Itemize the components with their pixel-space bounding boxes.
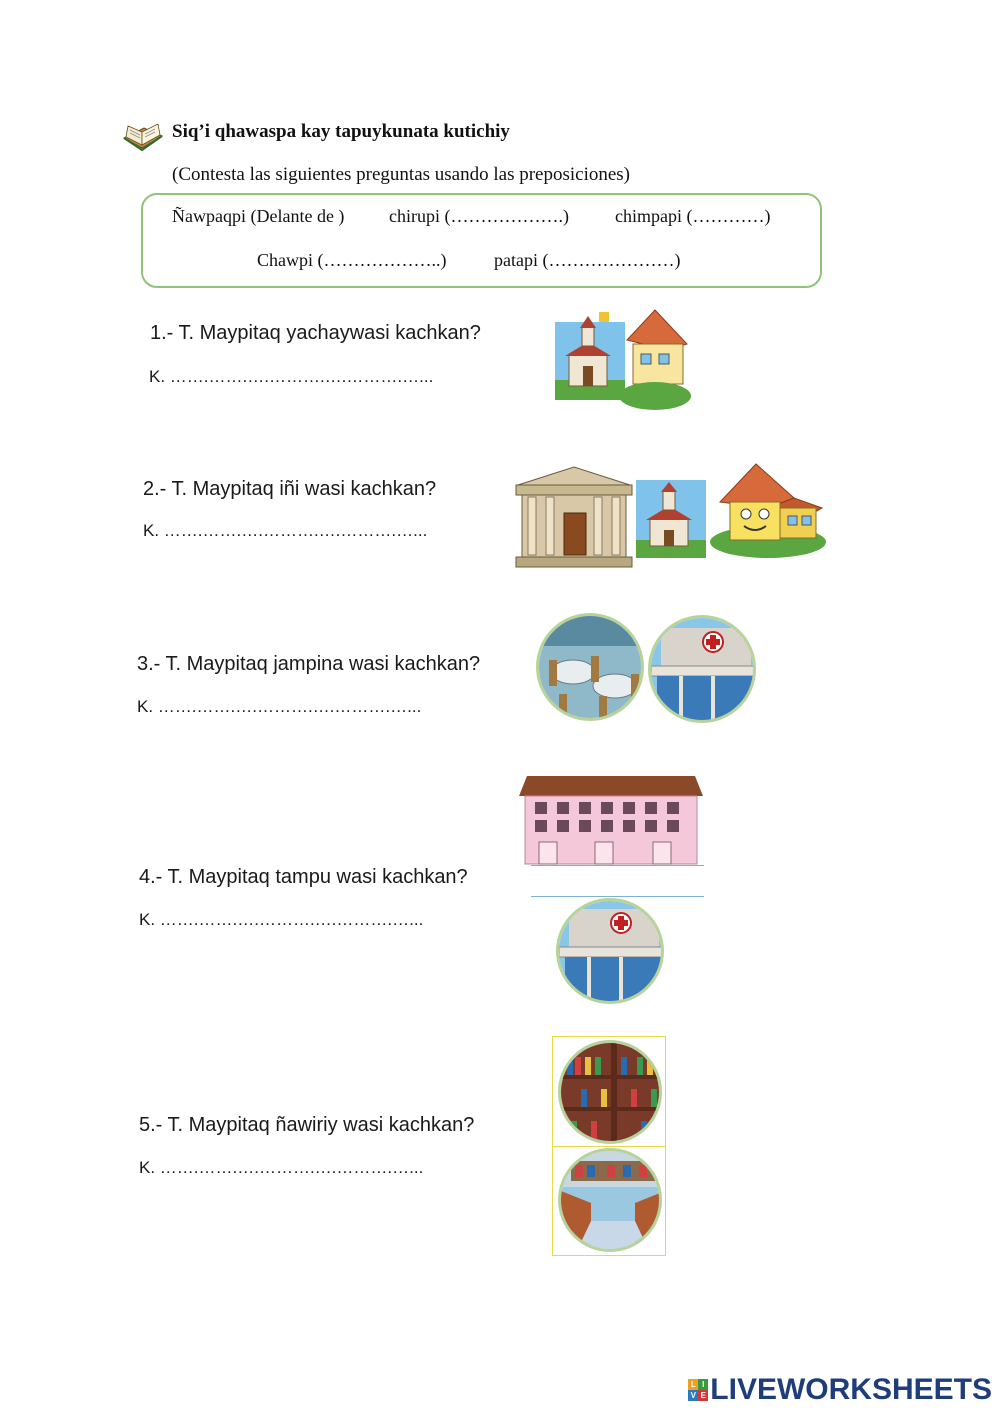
preposition-item: Chawpi (………………..) — [257, 250, 447, 270]
worksheet-subtitle: (Contesta las siguientes preguntas usando las preposiciones) — [172, 164, 631, 185]
hospital-picture — [556, 898, 664, 1004]
question-5: 5.- T. Maypitaq ñawiriy wasi kachkan? — [139, 1114, 475, 1136]
open-book-icon — [122, 124, 164, 154]
restaurant-picture — [536, 613, 644, 721]
preposition-item: Ñawpaqpi (Delante de ) — [172, 206, 345, 226]
museum-building-picture — [512, 463, 636, 571]
church-house-picture — [555, 304, 691, 418]
bookstore-picture — [558, 1148, 662, 1252]
answer-field-5[interactable]: K. …….…….….……….….……….…... — [139, 1158, 424, 1177]
answer-field-2[interactable]: K. …….…….….……….….……….…... — [143, 521, 428, 540]
answer-field-1[interactable]: K. …….…….….……….….……….…... — [149, 367, 434, 386]
logo-text: LIVEWORKSHEETS — [710, 1373, 992, 1406]
answer-field-3[interactable]: K. …….…….….……….….……….…... — [137, 697, 422, 716]
hospital-picture — [648, 615, 756, 723]
divider-line — [552, 1146, 666, 1147]
question-3: 3.- T. Maypitaq jampina wasi kachkan? — [137, 653, 481, 675]
preposition-item: patapi (…………………) — [494, 250, 681, 270]
worksheet-title: Siq’i qhawaspa kay tapuykunata kutichiy — [172, 121, 510, 142]
answer-field-4[interactable]: K. …….…….….……….….……….…... — [139, 910, 424, 929]
logo-badge-icon: L I V E — [688, 1379, 708, 1401]
smiling-house-picture — [708, 458, 828, 560]
church-picture — [636, 480, 706, 558]
hotel-building-picture — [519, 774, 703, 866]
question-4: 4.- T. Maypitaq tampu wasi kachkan? — [139, 866, 468, 888]
divider-line — [531, 865, 704, 866]
library-shelves-picture — [558, 1040, 662, 1144]
preposition-item: chimpapi (…………) — [615, 206, 771, 226]
preposition-item: chirupi (……………….) — [389, 206, 569, 226]
divider-line — [531, 896, 704, 897]
question-1: 1.- T. Maypitaq yachaywasi kachkan? — [150, 322, 481, 344]
liveworksheets-logo — [688, 1373, 992, 1407]
question-2: 2.- T. Maypitaq iñi wasi kachkan? — [143, 478, 437, 500]
